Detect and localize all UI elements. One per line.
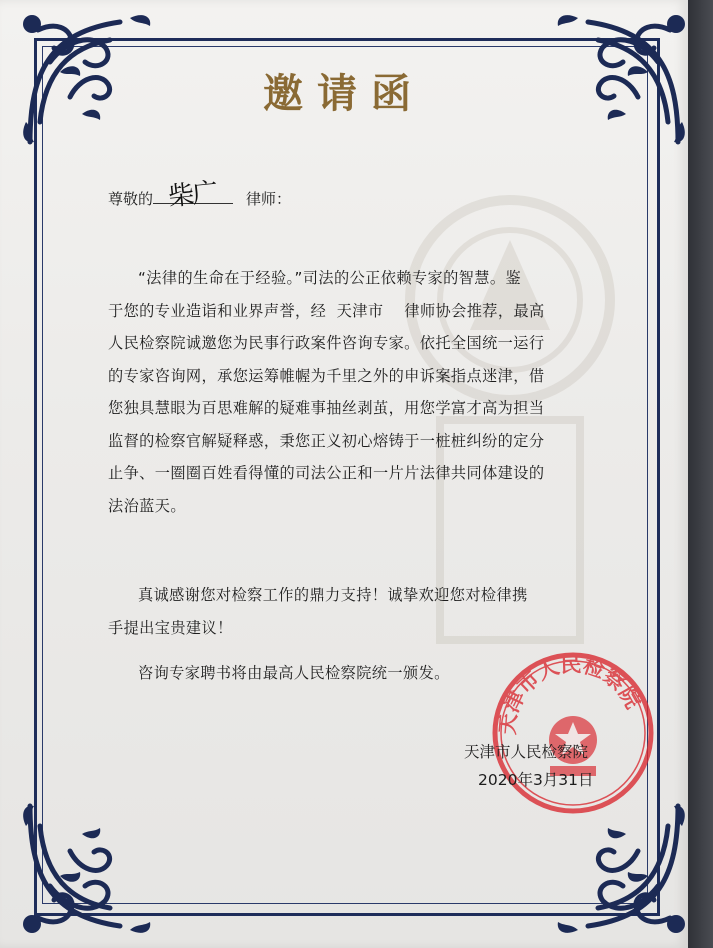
background-edge <box>688 0 713 948</box>
corner-ornament-icon <box>548 796 698 946</box>
paragraph-intro <box>108 262 602 522</box>
paragraph-line: 咨询专家聘书将由最高人民检察院统一颁发。 <box>138 664 450 682</box>
salutation-prefix: 尊敬的 <box>108 190 154 208</box>
paragraph-line: 人民检察院诚邀您为民事行政案件咨询专家。依托全国统一运行 <box>108 334 545 352</box>
paragraph-line: 您独具慧眼为百思难解的疑难事抽丝剥茧，用您学富才高为担当 <box>108 399 545 417</box>
official-seal-icon <box>488 648 658 818</box>
corner-ornament-icon <box>10 796 160 946</box>
paragraph-line: 于您的专业造诣和业界声誉，经 天津市 律师协会推荐，最高 <box>108 301 545 320</box>
paragraph-line: 真诚感谢您对检察工作的鼎力支持！诚挚欢迎您对检律携 <box>138 586 528 604</box>
document-title: 邀请函 <box>263 70 425 117</box>
salutation-suffix: 律师： <box>246 190 292 208</box>
paragraph-line: 的专家咨询网，承您运筹帷幄为千里之外的申诉案指点迷津，借 <box>108 366 545 385</box>
signing-date: 2020年3月31日 <box>478 771 594 789</box>
paragraph-line: 手提出宝贵建议！ <box>108 618 233 637</box>
paragraph-line: 监督的检察官解疑释惑，秉您正义初心熔铸于一桩桩纠纷的定分 <box>108 431 545 450</box>
seal-text: 天津市人民检察院 <box>494 651 647 736</box>
signer-name: 天津市人民检察院 <box>464 743 589 761</box>
paragraph-line: 止争、一圈圈百姓看得懂的司法公正和一片片法律共同体建设的 <box>108 464 545 482</box>
addressee-name: 柴广 <box>166 177 218 213</box>
paragraph-thanks <box>108 579 602 644</box>
paragraph-line: “法律的生命在于经验。”司法的公正依赖专家的智慧。鉴 <box>138 269 522 287</box>
paragraph-line: 法治蓝天。 <box>108 496 186 515</box>
